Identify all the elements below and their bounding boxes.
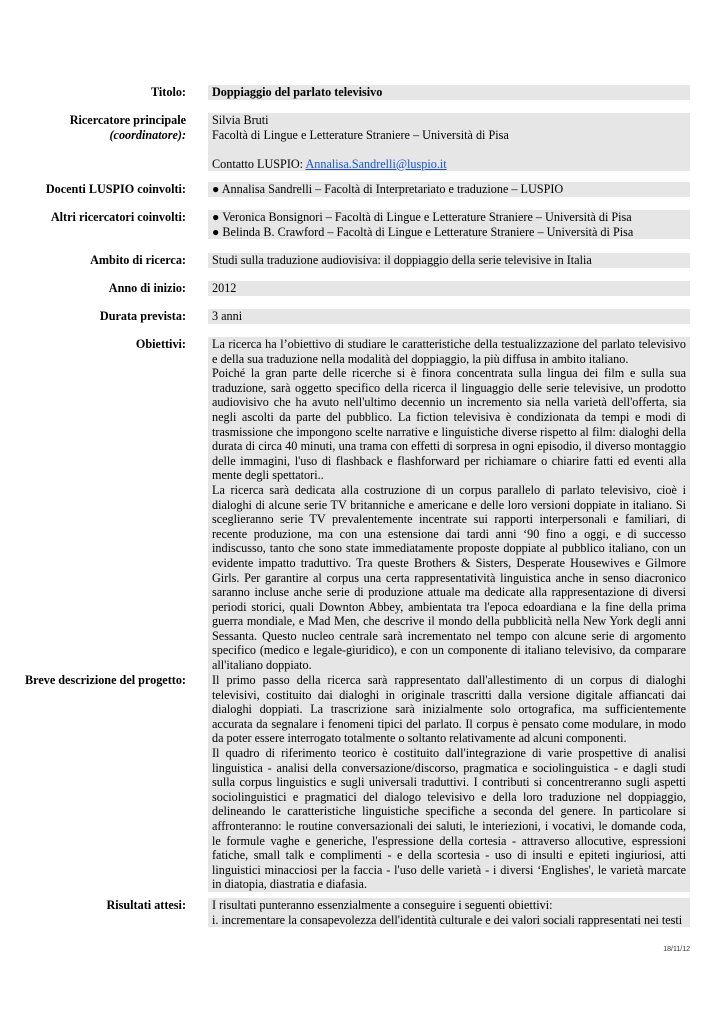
label-ricercatore-main: Ricercatore principale (69, 113, 186, 127)
label-risultati: Risultati attesi: (106, 898, 186, 912)
label-breve: Breve descrizione del progetto: (25, 673, 186, 687)
altri-item: ● Veronica Bonsignori – Facoltà di Lingue e Letterature Straniere – Università di Pisa (212, 210, 632, 224)
obiettivi-paragraph: Poiché la gran parte delle ricerche si è finora concentrata sulla lingua dei film e sulla sua traduzione, sarà oggetto specifico della ricerca il linguaggio delle serie televisive, un prodotto audiovisivo che ha avuto nell'ultimo decennio un incremento sia nella varietà dell'offerta, sia negli ascolti da parte del pubblico. La fiction televisiva è condizionata da tempi e modi di trasmissione che impongono scelte narrative e linguistiche diverse rispetto al film: dialoghi della durata di circa 40 minuti, una trama con effetti di sorpresa in ogni episodio, il diverso montaggio delle immagini, l'uso di flashback e flashforward per richiamare o chiarire fatti ed eventi alla mente degli spettatori.. (212, 366, 686, 483)
risultati-line: I risultati punteranno essenzialmente a conseguire i seguenti obiettivi: (212, 898, 553, 912)
value-docenti (208, 182, 690, 197)
label-altri: Altri ricercatori coinvolti: (50, 210, 186, 224)
label-ricercatore-sub: (coordinatore): (109, 127, 186, 142)
researcher-affiliation: Facoltà di Lingue e Letterature Straniere – Università di Pisa (212, 127, 509, 142)
value-ambito: Studi sulla traduzione audiovisiva: il doppiaggio della serie televisive in Italia (208, 253, 690, 268)
contact-label: Contatto LUSPIO: (212, 156, 304, 171)
label-durata: Durata prevista: (99, 309, 186, 323)
label-obiettivi: Obiettivi: (135, 337, 186, 351)
value-risultati (208, 898, 690, 927)
contact-line (212, 157, 686, 172)
label-ambito: Ambito di ricerca: (90, 253, 186, 267)
value-altri (208, 210, 690, 239)
value-obiettivi (208, 337, 690, 673)
value-anno: 2012 (208, 281, 690, 296)
altri-item: ● Belinda B. Crawford – Facoltà di Lingue e Letterature Straniere – Università di Pisa (212, 224, 634, 239)
breve-paragraph: Il quadro di riferimento teorico è costituito dall'integrazione di varie prospettive di analisi linguistica - analisi della conversazione/discorso, pragmatica e sociolinguistica - e dagli studi sulla corpus linguistics e sugli universali traduttivi. I contributi si concentreranno sugli aspetti sociolinguistici e pragmatici del dialogo televisivo e della loro traduzione nel doppiaggio, delineando le caratteristiche linguistiche specifiche a seconda del genere. In particolare si affronteranno: le routine conversazionali dei saluti, le interiezioni, i vocativi, le domande coda, le formule vaghe e generiche, l'espressione della cortesia - attraverso allocutive, espressioni fatiche, small talk e complimenti - e della scortesia - uso di insulti e epiteti ingiuriosi, atti linguistici minacciosi per la faccia - l'uso delle varietà - i diversi ‘Englishes', le varietà marcate in diatopia, diastratia e diafasia. (212, 745, 686, 892)
label-anno: Anno di inizio: (108, 281, 186, 295)
label-docenti: Docenti LUSPIO coinvolti: (45, 182, 186, 196)
footer-date: 18/11/12 (663, 946, 690, 953)
label-ricercatore (20, 113, 186, 142)
value-breve (208, 673, 690, 892)
docente-item: ● Annalisa Sandrelli – Facoltà di Interpretariato e traduzione – LUSPIO (212, 182, 564, 196)
breve-paragraph: Il primo passo della ricerca sarà rappresentato dall'allestimento di un corpus di dialoghi televisivi, costituito dai dialoghi in originale trascritti dalla versione digitale affiancati dai dialoghi doppiati. La trascrizione sarà inizialmente solo ortografica, ma sufficientemente accurata da segnalare i fenomeni tipici del parlato. Il corpus è pensato come modulare, in modo da poter essere interrogato totalmente o soltanto relativamente ad alcuni componenti. (212, 673, 686, 746)
risultati-line: i. incrementare la consapevolezza dell'identità culturale e dei valori sociali rappresentati nei testi (212, 912, 683, 927)
contact-email-link[interactable]: Annalisa.Sandrelli@luspio.it (305, 156, 447, 171)
obiettivi-paragraph: La ricerca ha l’obiettivo di studiare le caratteristiche della testualizzazione del parlato televisivo e della sua traduzione nella modalità del doppiaggio, la più diffusa in ambito italiano. (212, 337, 686, 366)
obiettivi-paragraph: La ricerca sarà dedicata alla costruzione di un corpus parallelo di parlato televisivo, cioè i dialoghi di alcune serie TV britanniche e americane e delle loro versioni doppiate in italiano. Si sceglieranno serie TV prevalentemente incentrate sui rapporti interpersonali e familiari, di recente produzione, ma con una estensione dai tardi anni ‘90 fino a oggi, e di successo indiscusso, tanto che sono state immediatamente proposte doppiate al pubblico italiano, con un evidente impatto traduttivo. Tra queste Brothers & Sisters, Desperate Housewives e Gilmore Girls. Per garantire al corpus una certa rappresentatività linguistica anche in senso diacronico saranno incluse anche serie di produzione attuale ma dedicate alla rappresentazione di diversi periodi storici, quali Downton Abbey, ambientata tra l'epoca edoardiana e la fine della prima guerra mondiale, e Mad Men, che descrive il mondo della pubblicità nella New York degli anni Sessanta. Questo nucleo centrale sarà incrementato nel tempo con alcune serie di argomento specifico (medico e legale-giuridico), e con un componente di italiano televisivo, da comparare all'italiano doppiato. (212, 482, 686, 673)
label-titolo: Titolo: (151, 85, 186, 99)
value-durata: 3 anni (208, 309, 690, 324)
value-ricercatore (208, 113, 690, 171)
researcher-name: Silvia Bruti (212, 113, 269, 127)
value-titolo: Doppiaggio del parlato televisivo (208, 85, 690, 100)
